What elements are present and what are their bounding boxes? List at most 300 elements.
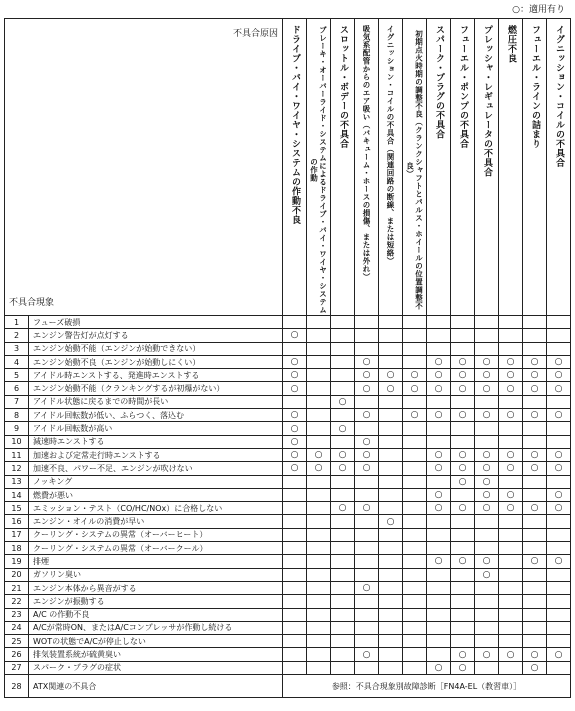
- empty-cell: [403, 395, 427, 408]
- applicable-mark: ○: [355, 448, 379, 461]
- applicable-mark: ○: [475, 648, 499, 661]
- empty-cell: [547, 475, 571, 488]
- empty-cell: [403, 608, 427, 621]
- empty-cell: [331, 342, 355, 355]
- empty-cell: [547, 342, 571, 355]
- empty-cell: [307, 316, 331, 329]
- empty-cell: [403, 555, 427, 568]
- applicable-mark: ○: [523, 502, 547, 515]
- table-row: [5, 528, 571, 541]
- applicable-mark: ○: [427, 462, 451, 475]
- empty-cell: [451, 435, 475, 448]
- applicable-mark: ○: [523, 355, 547, 368]
- empty-cell: [523, 342, 547, 355]
- empty-cell: [331, 435, 355, 448]
- symptom-label-cell: アイドル回転数が高い: [29, 422, 283, 435]
- empty-cell: [451, 635, 475, 648]
- empty-cell: [331, 329, 355, 342]
- empty-cell: [427, 542, 451, 555]
- empty-cell: [307, 395, 331, 408]
- empty-cell: [307, 595, 331, 608]
- empty-cell: [379, 661, 403, 674]
- empty-cell: [283, 621, 307, 634]
- applicable-mark: ○: [475, 475, 499, 488]
- row-number: 2: [5, 329, 29, 342]
- empty-cell: [427, 422, 451, 435]
- column-header: [547, 19, 571, 316]
- empty-cell: [379, 409, 403, 422]
- applicable-mark: ○: [355, 581, 379, 594]
- empty-cell: [451, 488, 475, 501]
- empty-cell: [427, 608, 451, 621]
- applicable-mark: ○: [331, 422, 355, 435]
- empty-cell: [451, 515, 475, 528]
- empty-cell: [307, 329, 331, 342]
- empty-cell: [427, 515, 451, 528]
- column-header: [427, 19, 451, 316]
- applicable-mark: ○: [523, 448, 547, 461]
- row-number: 4: [5, 355, 29, 368]
- row-number: 7: [5, 395, 29, 408]
- empty-cell: [331, 528, 355, 541]
- table-row: [5, 369, 571, 382]
- applicable-mark: ○: [283, 382, 307, 395]
- empty-cell: [355, 542, 379, 555]
- empty-cell: [403, 448, 427, 461]
- empty-cell: [499, 542, 523, 555]
- empty-cell: [451, 621, 475, 634]
- column-header: [451, 19, 475, 316]
- empty-cell: [427, 329, 451, 342]
- empty-cell: [427, 621, 451, 634]
- column-header: [331, 19, 355, 316]
- empty-cell: [499, 422, 523, 435]
- empty-cell: [499, 316, 523, 329]
- empty-cell: [355, 475, 379, 488]
- table-row: [5, 316, 571, 329]
- empty-cell: [475, 528, 499, 541]
- symptom-label-cell: エンジン警告灯が点灯する: [29, 329, 283, 342]
- empty-cell: [499, 342, 523, 355]
- empty-cell: [403, 316, 427, 329]
- empty-cell: [355, 515, 379, 528]
- empty-cell: [451, 342, 475, 355]
- empty-cell: [475, 395, 499, 408]
- empty-cell: [379, 621, 403, 634]
- symptom-label-cell: 加速および定常走行時エンストする: [29, 448, 283, 461]
- cause-label: 不具合原因: [232, 29, 278, 39]
- applicable-mark: ○: [355, 369, 379, 382]
- symptom-label-cell: 排煙: [29, 555, 283, 568]
- row-number: 20: [5, 568, 29, 581]
- table-row: [5, 382, 571, 395]
- applicable-mark: ○: [307, 448, 331, 461]
- empty-cell: [427, 435, 451, 448]
- empty-cell: [475, 661, 499, 674]
- empty-cell: [403, 502, 427, 515]
- applicable-mark: ○: [523, 648, 547, 661]
- empty-cell: [283, 342, 307, 355]
- empty-cell: [427, 316, 451, 329]
- empty-cell: [475, 515, 499, 528]
- empty-cell: [355, 595, 379, 608]
- empty-cell: [451, 316, 475, 329]
- applicable-mark: ○: [283, 409, 307, 422]
- empty-cell: [355, 422, 379, 435]
- empty-cell: [331, 542, 355, 555]
- empty-cell: [331, 621, 355, 634]
- applicable-mark: ○: [379, 515, 403, 528]
- empty-cell: [331, 369, 355, 382]
- empty-cell: [379, 342, 403, 355]
- row-number: 27: [5, 661, 29, 674]
- symptom-label-cell: エンジン本体から異音がする: [29, 581, 283, 594]
- empty-cell: [475, 342, 499, 355]
- column-header-label: ブレーキ・オーバーライド・システムによるドライブ・バイ・ワイヤ・システムの作動: [309, 26, 328, 314]
- row-number: 28: [5, 675, 29, 698]
- table-row: [5, 542, 571, 555]
- empty-cell: [547, 635, 571, 648]
- empty-cell: [547, 515, 571, 528]
- empty-cell: [523, 422, 547, 435]
- empty-cell: [403, 542, 427, 555]
- applicable-mark: ○: [379, 369, 403, 382]
- applicable-mark: ○: [475, 355, 499, 368]
- empty-cell: [307, 648, 331, 661]
- empty-cell: [547, 608, 571, 621]
- column-header-label: スロットル・ボデーの不具合: [338, 25, 348, 149]
- applicable-mark: ○: [451, 448, 475, 461]
- applicable-mark: ○: [427, 661, 451, 674]
- applicable-mark: ○: [451, 555, 475, 568]
- empty-cell: [427, 475, 451, 488]
- table-row: [5, 409, 571, 422]
- empty-cell: [307, 382, 331, 395]
- table-row: [5, 595, 571, 608]
- empty-cell: [475, 581, 499, 594]
- applicable-mark: ○: [499, 488, 523, 501]
- applicable-mark: ○: [499, 382, 523, 395]
- empty-cell: [427, 581, 451, 594]
- column-header-label: 燃圧不良: [506, 25, 516, 63]
- symptom-label-cell: アイドル回転数が低い、ふらつく、落込む: [29, 409, 283, 422]
- empty-cell: [403, 528, 427, 541]
- empty-cell: [307, 542, 331, 555]
- empty-cell: [331, 409, 355, 422]
- empty-cell: [307, 342, 331, 355]
- row-number: 15: [5, 502, 29, 515]
- empty-cell: [283, 568, 307, 581]
- symptom-label-cell: 加速不良、パワー不足、エンジンが吹けない: [29, 462, 283, 475]
- symptom-label-cell: WOTの状態でA/Cが停止しない: [29, 635, 283, 648]
- column-header: [307, 19, 331, 316]
- applicable-mark: ○: [427, 555, 451, 568]
- empty-cell: [307, 409, 331, 422]
- empty-cell: [547, 661, 571, 674]
- applicable-mark: ○: [499, 502, 523, 515]
- applicable-mark: ○: [283, 355, 307, 368]
- applicable-mark: ○: [499, 409, 523, 422]
- empty-cell: [427, 595, 451, 608]
- empty-cell: [451, 422, 475, 435]
- empty-cell: [523, 329, 547, 342]
- empty-cell: [283, 595, 307, 608]
- row-number: 6: [5, 382, 29, 395]
- empty-cell: [379, 435, 403, 448]
- applicable-mark: ○: [355, 382, 379, 395]
- applicable-mark: ○: [283, 329, 307, 342]
- empty-cell: [331, 635, 355, 648]
- empty-cell: [499, 568, 523, 581]
- applicable-mark: ○: [427, 355, 451, 368]
- symptom-label-cell: エンジンが振動する: [29, 595, 283, 608]
- empty-cell: [403, 621, 427, 634]
- column-header: [403, 19, 427, 316]
- empty-cell: [403, 435, 427, 448]
- row-number: 12: [5, 462, 29, 475]
- empty-cell: [379, 555, 403, 568]
- symptom-label-cell: 燃費が悪い: [29, 488, 283, 501]
- empty-cell: [475, 316, 499, 329]
- table-row: [5, 475, 571, 488]
- column-header: [475, 19, 499, 316]
- column-header-label: 初期点火時期の調整不良（クランクシャフトとパルス・ホイールの位置調整不良）: [405, 30, 424, 310]
- empty-cell: [523, 568, 547, 581]
- empty-cell: [403, 661, 427, 674]
- column-header-label: フューエル・ラインの詰まり: [530, 25, 540, 149]
- applicable-mark: ○: [403, 369, 427, 382]
- empty-cell: [331, 355, 355, 368]
- applicable-mark: ○: [475, 448, 499, 461]
- row-number: 10: [5, 435, 29, 448]
- empty-cell: [331, 316, 355, 329]
- symptom-label-cell: フューズ破損: [29, 316, 283, 329]
- empty-cell: [379, 542, 403, 555]
- empty-cell: [403, 422, 427, 435]
- empty-cell: [475, 435, 499, 448]
- table-row: [5, 355, 571, 368]
- applicable-mark: ○: [355, 502, 379, 515]
- empty-cell: [547, 329, 571, 342]
- empty-cell: [379, 448, 403, 461]
- empty-cell: [547, 568, 571, 581]
- empty-cell: [307, 435, 331, 448]
- empty-cell: [283, 488, 307, 501]
- empty-cell: [307, 515, 331, 528]
- symptom-label-cell: A/C の作動不良: [29, 608, 283, 621]
- empty-cell: [307, 635, 331, 648]
- empty-cell: [499, 661, 523, 674]
- applicable-mark: ○: [451, 382, 475, 395]
- applicable-mark: ○: [523, 409, 547, 422]
- empty-cell: [283, 648, 307, 661]
- applicable-mark: ○: [427, 409, 451, 422]
- empty-cell: [307, 475, 331, 488]
- applicable-mark: ○: [355, 355, 379, 368]
- applicable-mark: ○: [523, 369, 547, 382]
- legend-note: ○：適用有り: [512, 5, 565, 15]
- empty-cell: [379, 395, 403, 408]
- empty-cell: [499, 329, 523, 342]
- empty-cell: [355, 608, 379, 621]
- column-header-label: 吸気系配管からのエア吸い（バキューム・ホースの損傷、または外れ）: [362, 25, 371, 281]
- empty-cell: [427, 395, 451, 408]
- applicable-mark: ○: [451, 462, 475, 475]
- empty-cell: [379, 581, 403, 594]
- empty-cell: [331, 555, 355, 568]
- symptom-label-cell: エンジン始動不良（エンジンが始動しにくい）: [29, 355, 283, 368]
- empty-cell: [307, 502, 331, 515]
- empty-cell: [499, 395, 523, 408]
- table-row: [5, 422, 571, 435]
- column-header: [355, 19, 379, 316]
- symptom-label-cell: 減速時エンストする: [29, 435, 283, 448]
- empty-cell: [451, 542, 475, 555]
- empty-cell: [379, 528, 403, 541]
- empty-cell: [331, 648, 355, 661]
- empty-cell: [427, 342, 451, 355]
- symptom-label-cell: アイドル状態に戻るまでの時間が長い: [29, 395, 283, 408]
- empty-cell: [379, 648, 403, 661]
- applicable-mark: ○: [523, 661, 547, 674]
- row-number: 24: [5, 621, 29, 634]
- empty-cell: [451, 581, 475, 594]
- empty-cell: [403, 462, 427, 475]
- applicable-mark: ○: [475, 369, 499, 382]
- column-header-label: プレッシャ・レギュレータの不具合: [482, 25, 492, 177]
- empty-cell: [307, 661, 331, 674]
- empty-cell: [355, 316, 379, 329]
- table-row: [5, 635, 571, 648]
- row-number: 8: [5, 409, 29, 422]
- empty-cell: [379, 316, 403, 329]
- column-header-label: イグニッション・コイルの不具合（関連回路の断線、または短絡）: [386, 25, 395, 265]
- applicable-mark: ○: [283, 448, 307, 461]
- empty-cell: [403, 488, 427, 501]
- empty-cell: [499, 435, 523, 448]
- applicable-mark: ○: [331, 502, 355, 515]
- applicable-mark: ○: [547, 409, 571, 422]
- applicable-mark: ○: [499, 355, 523, 368]
- empty-cell: [499, 555, 523, 568]
- empty-cell: [403, 648, 427, 661]
- empty-cell: [451, 595, 475, 608]
- applicable-mark: ○: [523, 382, 547, 395]
- applicable-mark: ○: [355, 648, 379, 661]
- empty-cell: [523, 581, 547, 594]
- column-header: [523, 19, 547, 316]
- empty-cell: [547, 435, 571, 448]
- empty-cell: [475, 621, 499, 634]
- table-row: [5, 502, 571, 515]
- table-row: [5, 329, 571, 342]
- empty-cell: [547, 528, 571, 541]
- table-row: [5, 555, 571, 568]
- applicable-mark: ○: [427, 369, 451, 382]
- empty-cell: [379, 635, 403, 648]
- empty-cell: [475, 608, 499, 621]
- empty-cell: [283, 475, 307, 488]
- empty-cell: [283, 515, 307, 528]
- empty-cell: [475, 595, 499, 608]
- empty-cell: [403, 475, 427, 488]
- applicable-mark: ○: [331, 395, 355, 408]
- empty-cell: [523, 528, 547, 541]
- empty-cell: [331, 515, 355, 528]
- empty-cell: [475, 542, 499, 555]
- row-number: 18: [5, 542, 29, 555]
- applicable-mark: ○: [499, 462, 523, 475]
- empty-cell: [499, 595, 523, 608]
- applicable-mark: ○: [451, 648, 475, 661]
- symptom-label-cell: クーリング・システムの異常（オーバーヒート）: [29, 528, 283, 541]
- row-number: 23: [5, 608, 29, 621]
- empty-cell: [307, 488, 331, 501]
- empty-cell: [451, 528, 475, 541]
- empty-cell: [307, 608, 331, 621]
- empty-cell: [499, 635, 523, 648]
- applicable-mark: ○: [547, 502, 571, 515]
- empty-cell: [283, 608, 307, 621]
- applicable-mark: ○: [283, 462, 307, 475]
- table-row: [5, 621, 571, 634]
- empty-cell: [283, 542, 307, 555]
- empty-cell: [523, 621, 547, 634]
- applicable-mark: ○: [547, 355, 571, 368]
- row-number: 13: [5, 475, 29, 488]
- applicable-mark: ○: [451, 475, 475, 488]
- empty-cell: [499, 475, 523, 488]
- table-row: [5, 488, 571, 501]
- empty-cell: [451, 329, 475, 342]
- empty-cell: [355, 342, 379, 355]
- empty-cell: [331, 608, 355, 621]
- empty-cell: [403, 355, 427, 368]
- empty-cell: [331, 488, 355, 501]
- empty-cell: [355, 621, 379, 634]
- applicable-mark: ○: [451, 661, 475, 674]
- applicable-mark: ○: [547, 369, 571, 382]
- empty-cell: [307, 621, 331, 634]
- column-header-label: フューエル・ポンプの不具合: [458, 25, 468, 149]
- row-number: 17: [5, 528, 29, 541]
- column-header: [499, 19, 523, 316]
- applicable-mark: ○: [451, 409, 475, 422]
- symptom-label-cell: アイドル時エンストする、発進時エンストする: [29, 369, 283, 382]
- column-header-label: ドライブ・バイ・ワイヤ・システムの作動不良: [290, 25, 300, 225]
- applicable-mark: ○: [475, 462, 499, 475]
- empty-cell: [355, 635, 379, 648]
- empty-cell: [355, 568, 379, 581]
- empty-cell: [379, 462, 403, 475]
- empty-cell: [355, 488, 379, 501]
- applicable-mark: ○: [475, 488, 499, 501]
- column-header: [379, 19, 403, 316]
- empty-cell: [547, 621, 571, 634]
- applicable-mark: ○: [307, 462, 331, 475]
- diagnosis-table: [4, 18, 571, 698]
- applicable-mark: ○: [547, 488, 571, 501]
- empty-cell: [499, 621, 523, 634]
- empty-cell: [355, 329, 379, 342]
- empty-cell: [355, 661, 379, 674]
- corner-cell: [5, 19, 283, 316]
- empty-cell: [283, 635, 307, 648]
- column-header: [283, 19, 307, 316]
- column-header-label: イグニッション・コイルの不具合: [554, 25, 564, 168]
- applicable-mark: ○: [523, 462, 547, 475]
- empty-cell: [523, 595, 547, 608]
